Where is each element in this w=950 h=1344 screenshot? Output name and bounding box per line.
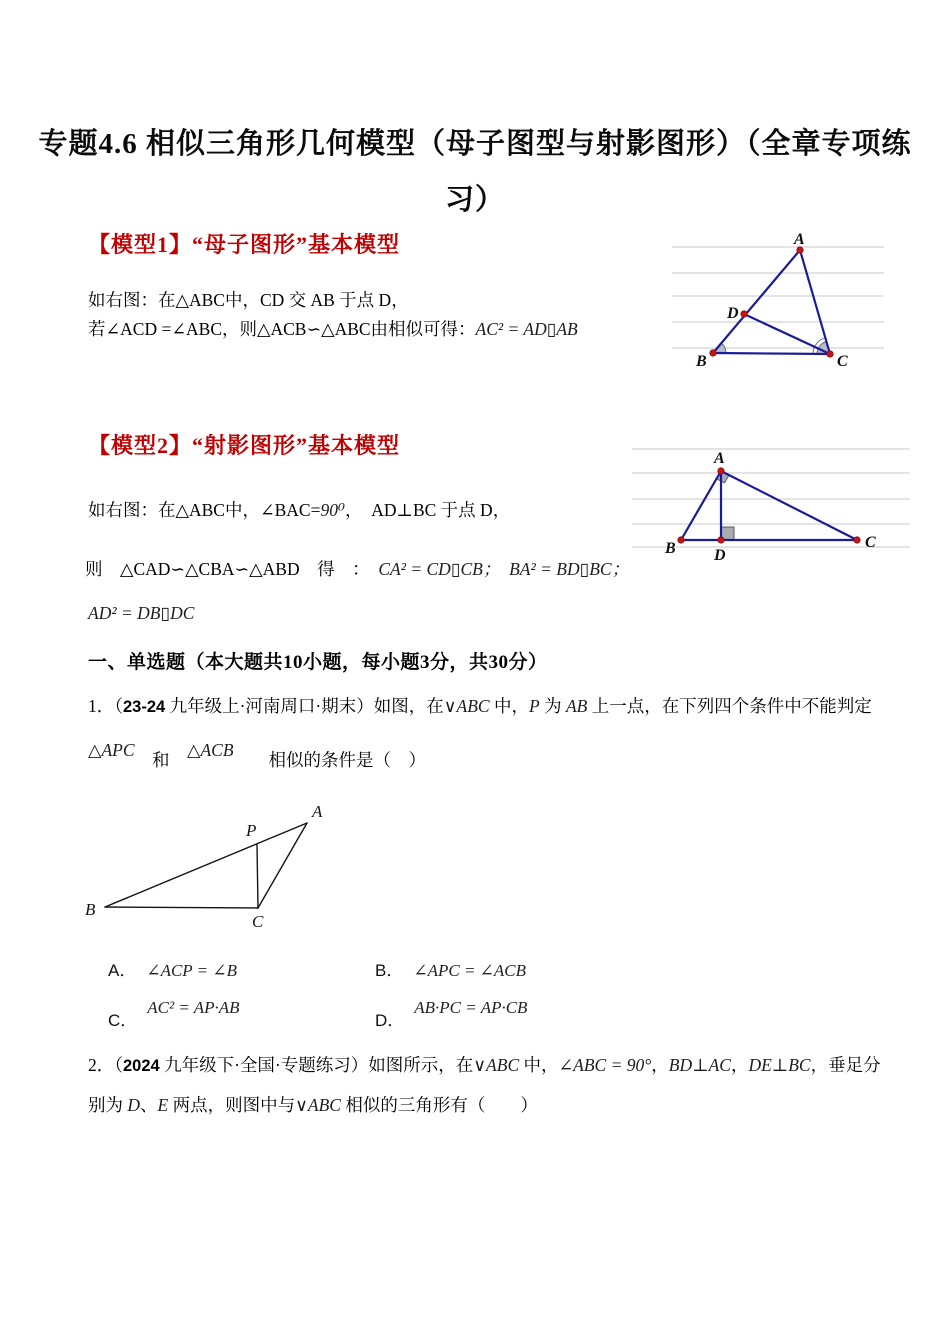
option-a-formula: ∠ACP = ∠B [146, 961, 237, 980]
model1-diagram [658, 230, 893, 382]
vertex-dots [678, 468, 860, 543]
model1-text-line1: 如右图：在△ABC中，CD 交 AB 于点 D， [88, 290, 409, 310]
label-c: C [837, 353, 848, 370]
label-c: C [865, 534, 876, 551]
page-title-line2: 习） [444, 184, 505, 216]
label-a: A [714, 450, 725, 467]
side-ac [800, 250, 830, 354]
q1-diagram [83, 793, 358, 943]
q1-option-b [375, 956, 526, 981]
notebook-gridlines [632, 449, 910, 547]
triangle-sides [713, 250, 830, 354]
triangle-sides [105, 823, 307, 908]
model1-text-line2: 若∠ACD =∠ABC，则△ACB∽△ABC由相似可得：AC² = AD▯AB [88, 319, 578, 339]
model2-text-line2: 则 △CAD∽△CBA∽△ABD 得 ： CA² = CD▯CB； BA² = BD▯BC； [85, 559, 630, 579]
model1-heading: 【模型1】“母子图形”基本模型 [88, 232, 401, 257]
model2-text-line1: 如右图：在△ABC中，∠BAC=90⁰， AD⊥BC 于点 D， [88, 500, 511, 520]
triangle-sides [681, 471, 857, 540]
q2-text-line2: 别为 D、E 两点，则图中与∨ABC 相似的三角形有（ ） [88, 1095, 538, 1115]
label-c: C [252, 912, 264, 931]
segment-pc [257, 845, 258, 908]
side-ba [105, 823, 307, 907]
label-b: B [665, 540, 676, 557]
side-bc [105, 907, 258, 908]
side-ac [721, 471, 857, 540]
model2-heading: 【模型2】“射影图形”基本模型 [88, 433, 401, 458]
q1-option-c [108, 998, 240, 1031]
option-d-formula: AB·PC = AP·CB [414, 998, 528, 1017]
side-ba [713, 250, 800, 353]
option-c-formula: AC² = AP·AB [147, 998, 240, 1017]
label-a: A [794, 231, 805, 248]
label-d: D [727, 305, 739, 322]
page-title-line1: 专题4.6 相似三角形几何模型（母子图型与射影图形）（全章专项练 [38, 128, 912, 160]
model2-text-line3: AD² = DB▯DC [88, 603, 195, 623]
section1-heading: 一、单选题（本大题共10小题，每小题3分，共30分） [88, 652, 548, 673]
q1-option-a [108, 956, 237, 981]
q1-text-line2: △APC 和 △ACB 相似的条件是（ ） [88, 740, 427, 770]
q1-text-line1: 1．（23-24 九年级上·河南周口·期末）如图，在∨ABC 中，P 为 AB 上一点，在下列四个条件中不能判定 [88, 696, 872, 716]
option-b-letter: B． [375, 961, 404, 980]
label-b: B [85, 900, 96, 919]
page-title [0, 116, 950, 228]
label-d: D [714, 547, 726, 564]
label-p: P [246, 821, 257, 840]
option-c-letter: C． [108, 1011, 138, 1030]
model2-diagram [630, 440, 922, 570]
option-d-letter: D． [375, 1011, 405, 1030]
label-b: B [696, 353, 707, 370]
q2-text-line1: 2．（2024 九年级下·全国·专题练习）如图所示，在∨ABC 中，∠ABC = 90°，BD⊥AC，DE⊥BC，垂足分 [88, 1055, 881, 1075]
option-b-formula: ∠APC = ∠ACB [413, 961, 527, 980]
label-a: A [312, 802, 323, 821]
side-ba [681, 471, 721, 540]
option-a-letter: A． [108, 961, 137, 980]
side-bc [713, 353, 830, 354]
side-ca [258, 823, 307, 908]
q1-option-d [375, 998, 528, 1031]
notebook-gridlines [672, 247, 884, 348]
